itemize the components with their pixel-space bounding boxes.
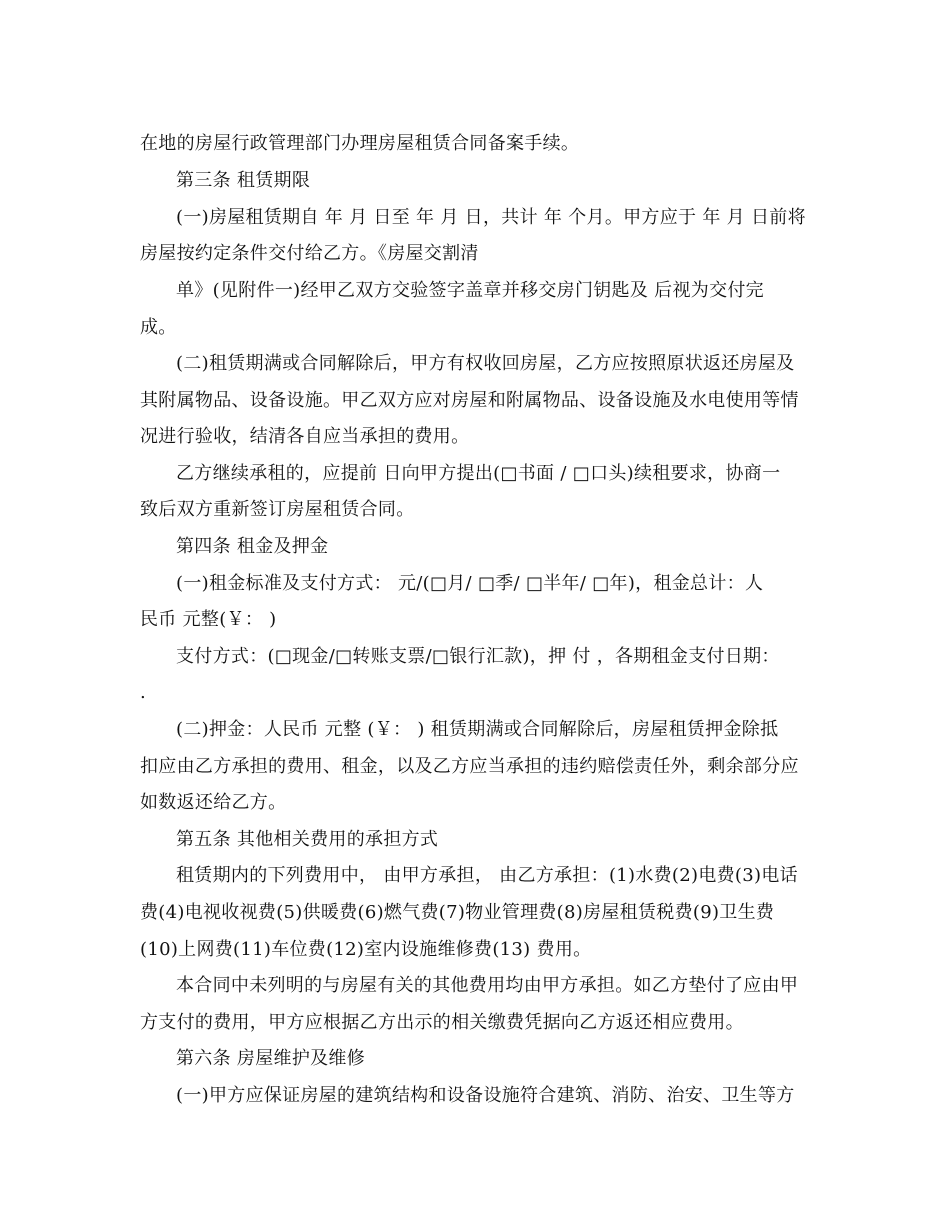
text-line: 房屋按约定条件交付给乙方。《房屋交割清 [140, 243, 479, 264]
section-heading: 第六条 房屋维护及维修 [176, 1048, 366, 1069]
text-line: 民币 元整(￥： ) [140, 609, 277, 630]
text-line: 在地的房屋行政管理部门办理房屋租赁合同备案手续。 [140, 133, 580, 154]
section-heading: 第三条 租赁期限 [176, 170, 311, 191]
text-line: 本合同中未列明的与房屋有关的其他费用均由甲方承担。如乙方垫付了应由甲 [176, 975, 799, 996]
text-line: 其附属物品、设备设施。甲乙双方应对房屋和附属物品、设备设施及水电使用等情 [140, 390, 799, 411]
text-line: (10)上网费(11)车位费(12)室内设施维修费(13) 费用。 [140, 939, 592, 960]
text-line: (一)房屋租赁期自 年 月 日至 年 月 日，共计 年 个月。甲方应于 年 月 日前将 [176, 207, 806, 228]
text-line: . [140, 682, 147, 703]
text-line: (二)租赁期满或合同解除后，甲方有权收回房屋，乙方应按照原状返还房屋及 [176, 353, 795, 374]
text-line: 租赁期内的下列费用中， 由甲方承担， 由乙方承担：(1)水费(2)电费(3)电话 [176, 865, 798, 886]
text-line: 致后双方重新签订房屋租赁合同。 [140, 499, 415, 520]
text-line: 支付方式：(□现金/□转账支票/□银行汇款)，押 付 ，各期租金支付日期： [176, 646, 780, 667]
text-line: 况进行验收，结清各自应当承担的费用。 [140, 426, 470, 447]
text-line: 方支付的费用，甲方应根据乙方出示的相关缴费凭据向乙方返还相应费用。 [140, 1012, 744, 1033]
text-line: 单》(见附件一)经甲乙双方交验签字盖章并移交房门钥匙及 后视为交付完 [176, 280, 764, 301]
section-heading: 第五条 其他相关费用的承担方式 [176, 829, 439, 850]
text-line: 如数返还给乙方。 [140, 792, 287, 813]
text-line: 扣应由乙方承担的费用、租金，以及乙方应当承担的违约赔偿责任外，剩余部分应 [140, 756, 799, 777]
text-line: 乙方继续承租的，应提前 日向甲方提出(□书面 / □口头)续租要求，协商一 [176, 463, 781, 484]
text-line: (二)押金：人民币 元整 (￥： ) 租赁期满或合同解除后，房屋租赁押金除抵 [176, 719, 779, 740]
text-line: (一)租金标准及支付方式： 元/(□月/ □季/ □半年/ □年)，租金总计：人 [176, 573, 764, 594]
text-line: 成。 [140, 317, 177, 338]
section-heading: 第四条 租金及押金 [176, 536, 329, 557]
text-line: 费(4)电视收视费(5)供暖费(6)燃气费(7)物业管理费(8)房屋租赁税费(9)卫生费 [140, 902, 775, 923]
text-line: (一)甲方应保证房屋的建筑结构和设备设施符合建筑、消防、治安、卫生等方 [176, 1085, 795, 1106]
